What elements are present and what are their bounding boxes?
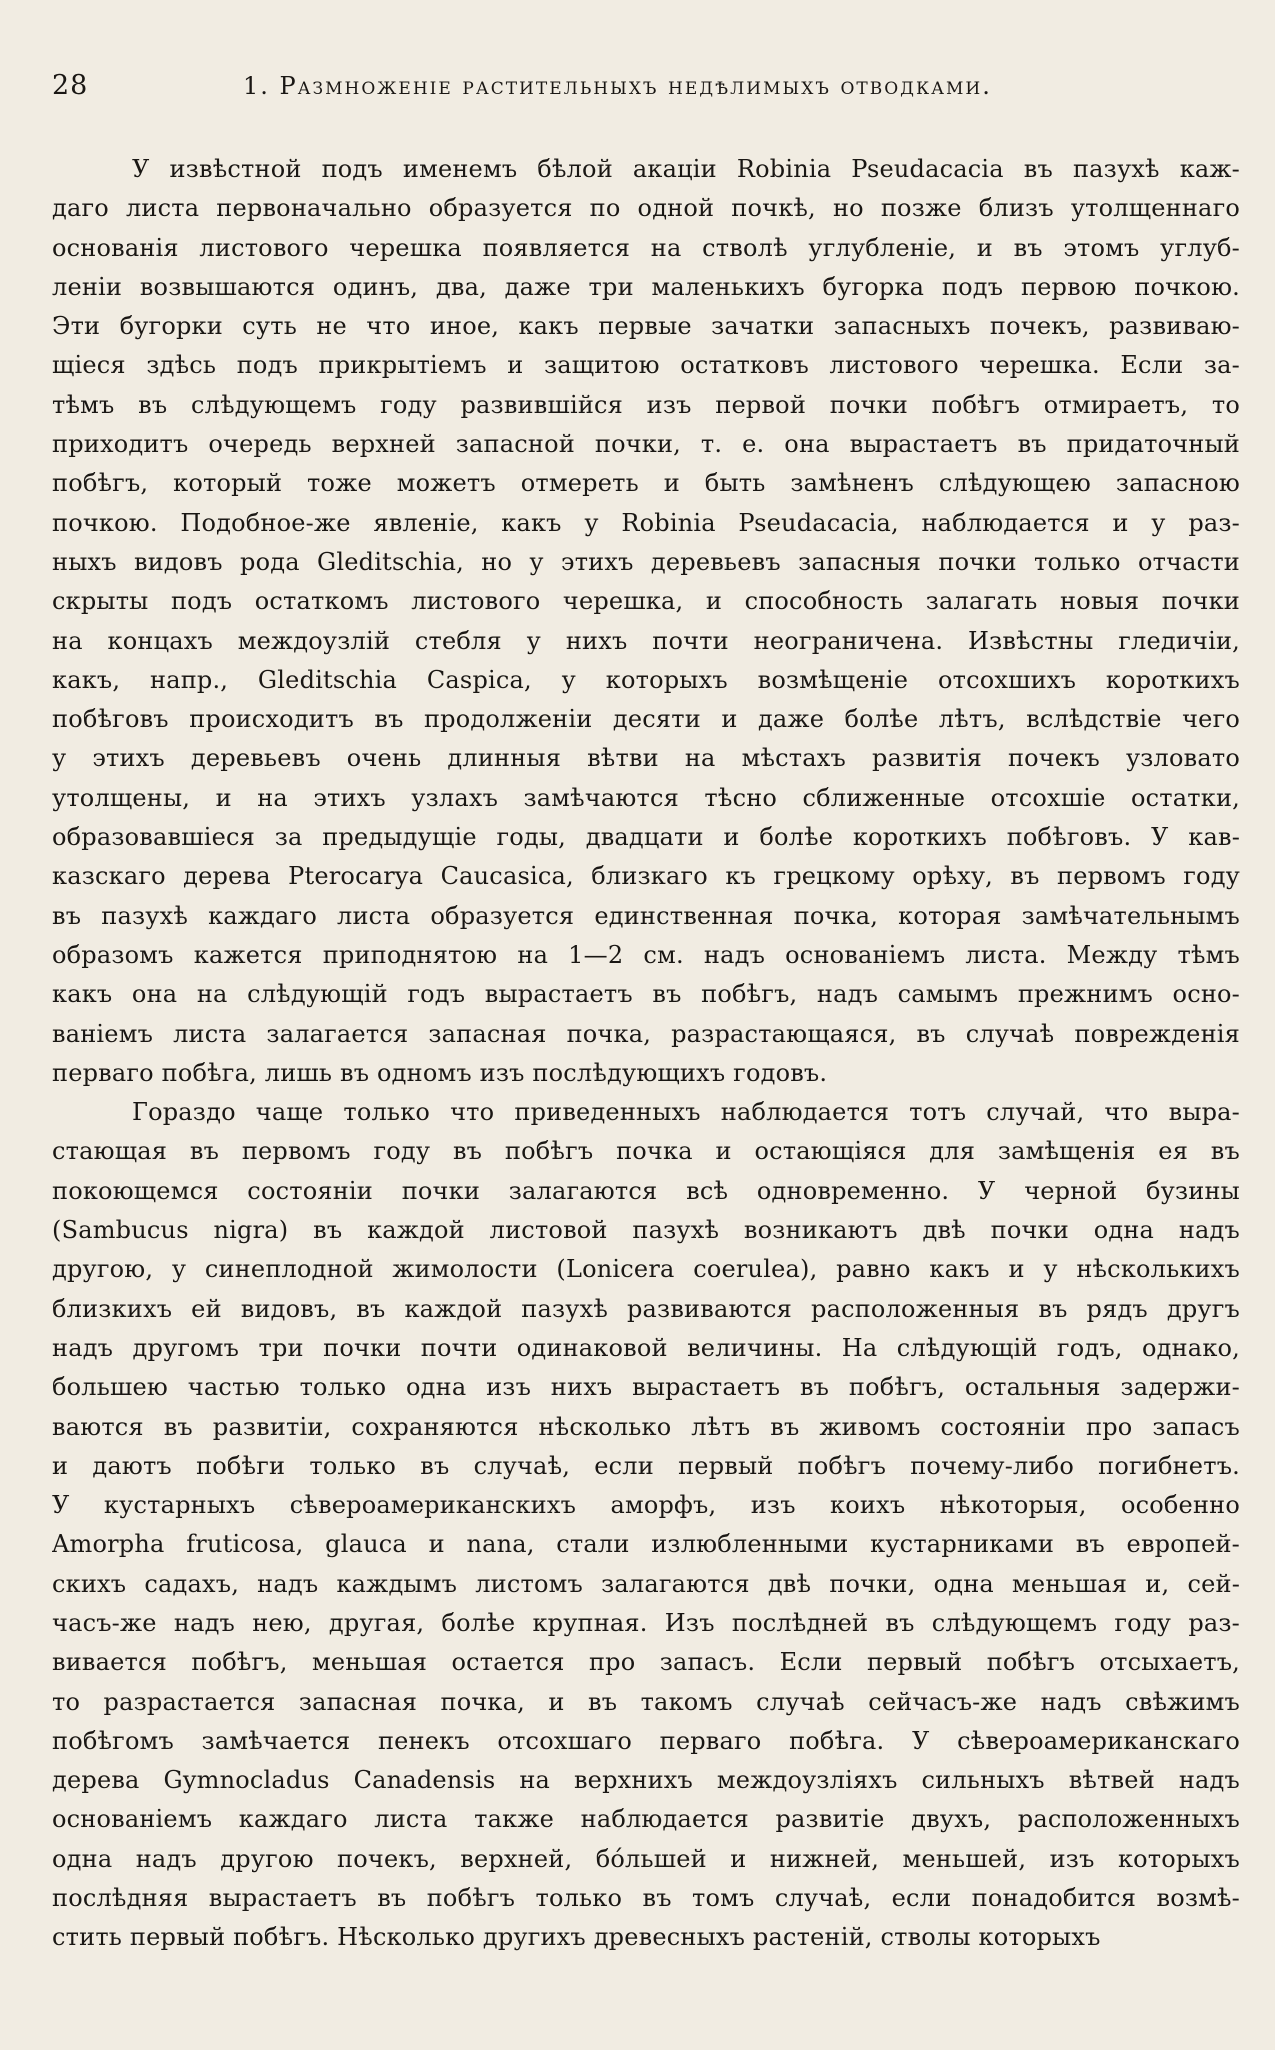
text-line: какъ, напр., Gleditschia Caspica, у которыхъ возмѣщеніе отсохшихъ короткихъ (52, 665, 1240, 694)
paragraph-1 (52, 150, 1240, 1093)
text-line: Гораздо чаще только что приведенныхъ наблюдается тотъ случай, что выра- (132, 1098, 1240, 1127)
text-line: въ пазухѣ каждаго листа образуется единственная почка, которая замѣчательнымъ (52, 901, 1240, 930)
text-line: скихъ садахъ, надъ каждымъ листомъ залагаются двѣ почки, одна меньшая и, сей- (52, 1569, 1240, 1598)
body-text (52, 150, 1240, 1958)
text-line: побѣгомъ замѣчается пенекъ отсохшаго перваго побѣга. У сѣвероамериканскаго (52, 1726, 1240, 1755)
page-header (0, 0, 1275, 110)
text-line: основанія листового черешка появляется на стволѣ углубленіе, и въ этомъ углуб- (52, 233, 1240, 262)
text-line: (Sambucus nigra) въ каждой листовой пазухѣ возникаютъ двѣ почки одна надъ (52, 1216, 1240, 1245)
text-line: тѣмъ въ слѣдующемъ году развившійся изъ первой почки побѣгъ отмираетъ, то (52, 390, 1240, 419)
text-line: близкихъ ей видовъ, въ каждой пазухѣ развиваются расположенныя въ рядъ другъ (52, 1294, 1240, 1323)
text-line: большею частью только одна изъ нихъ вырастаетъ въ побѣгъ, остальныя задержи- (52, 1373, 1240, 1402)
text-line: побѣгъ, который тоже можетъ отмереть и быть замѣненъ слѣдующею запасною (52, 469, 1240, 498)
text-line: послѣдняя вырастаетъ въ побѣгъ только въ томъ случаѣ, если понадобится возмѣ- (52, 1884, 1240, 1913)
text-line: Amorpha fruticosa, glauca и nana, стали излюбленными кустарниками въ европей- (52, 1530, 1240, 1559)
text-line: ныхъ видовъ рода Gleditschia, но у этихъ деревьевъ запасныя почки только отчасти (52, 547, 1240, 576)
text-line: другою, у синеплодной жимолости (Lonicera coerulea), равно какъ и у нѣсколькихъ (52, 1255, 1240, 1284)
text-line: основаніемъ каждаго листа также наблюдается развитіе двухъ, расположенныхъ (52, 1805, 1240, 1834)
text-line: Эти бугорки суть не что иное, какъ первые зачатки запасныхъ почекъ, развиваю- (52, 312, 1240, 341)
text-line: ваніемъ листа залагается запасная почка, разрастающаяся, въ случаѣ поврежденія (52, 1019, 1240, 1048)
text-line: то разрастается запасная почка, и въ такомъ случаѣ сейчасъ-же надъ свѣжимъ (52, 1687, 1240, 1716)
text-line: даго листа первоначально образуется по одной почкѣ, но позже близъ утолщеннаго (52, 194, 1240, 223)
paragraph-2 (52, 1093, 1240, 1958)
text-line: ваются въ развитіи, сохраняются нѣсколько лѣтъ въ живомъ состояніи про запасъ (52, 1412, 1240, 1441)
text-line: щіеся здѣсь подъ прикрытіемъ и защитою остатковъ листового черешка. Если за- (52, 351, 1240, 380)
text-line: образовавшіеся за предыдущіе годы, двадцати и болѣе короткихъ побѣговъ. У кав- (52, 823, 1240, 852)
text-line: на концахъ междоузлій стебля у нихъ почти неограничена. Извѣстны гледичіи, (52, 626, 1240, 655)
text-line: у этихъ деревьевъ очень длинныя вѣтви на мѣстахъ развитія почекъ узловато (52, 744, 1240, 773)
text-line: какъ она на слѣдующій годъ вырастаетъ въ побѣгъ, надъ самымъ прежнимъ осно- (52, 980, 1240, 1009)
text-line: скрыты подъ остаткомъ листового черешка, и способность залагать новыя почки (52, 587, 1240, 616)
text-line: У извѣстной подъ именемъ бѣлой акаціи Robinia Pseudacacia въ пазухѣ каж- (132, 155, 1240, 183)
text-line: вивается побѣгъ, меньшая остается про запасъ. Если первый побѣгъ отсыхаетъ, (52, 1648, 1240, 1677)
text-line: приходитъ очередь верхней запасной почки, т. е. она вырастаетъ въ придаточный (52, 430, 1240, 459)
text-line: образомъ кажется приподнятою на 1—2 см. надъ основаніемъ листа. Между тѣмъ (52, 940, 1240, 969)
text-line: дерева Gymnocladus Canadensis на верхнихъ междоузліяхъ сильныхъ вѣтвей надъ (52, 1766, 1240, 1795)
text-line: стить первый побѣгъ. Нѣсколько другихъ древесныхъ растеній, стволы которыхъ (52, 1923, 1101, 1952)
page-number: 28 (52, 70, 89, 101)
text-line: перваго побѣга, лишь въ одномъ изъ послѣдующихъ годовъ. (52, 1058, 828, 1087)
text-line: надъ другомъ три почки почти одинаковой величины. На слѣдующій годъ, однако, (52, 1333, 1240, 1362)
running-head: 1. Размноженіе растительныхъ недѣлимыхъ отводками. (243, 72, 992, 100)
text-line: утолщены, и на этихъ узлахъ замѣчаются тѣсно сближенные отсохшіе остатки, (52, 783, 1240, 812)
text-line: побѣговъ происходитъ въ продолженіи десяти и даже болѣе лѣтъ, вслѣдствіе чего (52, 705, 1240, 734)
text-line: стающая въ первомъ году въ побѣгъ почка и остающіяся для замѣщенія ея въ (52, 1137, 1240, 1166)
text-line: почкою. Подобное-же явленіе, какъ у Robinia Pseudacacia, наблюдается и у раз- (52, 508, 1240, 537)
text-line: часъ-же надъ нею, другая, болѣе крупная. Изъ послѣдней въ слѣдующемъ году раз- (52, 1608, 1240, 1637)
text-line: У кустарныхъ сѣвероамериканскихъ аморфъ, изъ коихъ нѣкоторыя, особенно (52, 1491, 1240, 1520)
text-line: и даютъ побѣги только въ случаѣ, если первый побѣгъ почему-либо погибнетъ. (52, 1451, 1240, 1480)
text-line: казскаго дерева Pterocarya Caucasica, близкаго къ грецкому орѣху, въ первомъ году (52, 862, 1240, 891)
text-line: покоющемся состояніи почки залагаются всѣ одновременно. У черной бузины (52, 1176, 1240, 1205)
text-line: леніи возвышаются одинъ, два, даже три маленькихъ бугорка подъ первою почкою. (52, 272, 1240, 301)
text-line: одна надъ другою почекъ, верхней, бо́льшей и нижней, меньшей, изъ которыхъ (52, 1844, 1240, 1873)
